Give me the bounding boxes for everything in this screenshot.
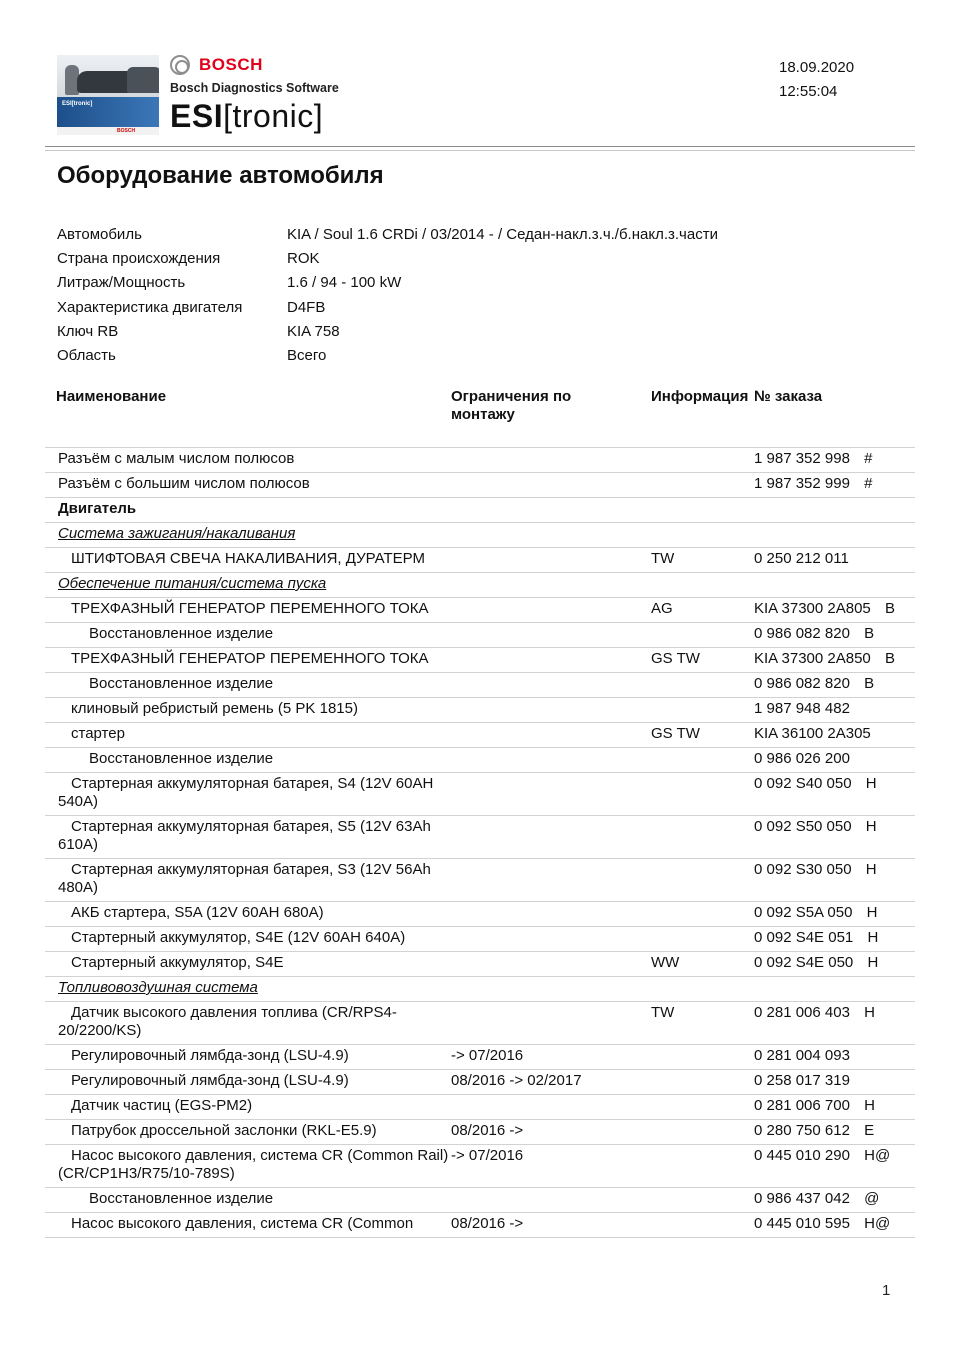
part-name: Топливовоздушная система xyxy=(58,979,258,996)
info-value: ROK xyxy=(287,250,320,268)
part-order-mark: H@ xyxy=(864,1215,891,1232)
part-order-number: 0 092 S50 050 xyxy=(754,818,852,835)
part-order-cell xyxy=(754,600,895,618)
info-key: Ключ RB xyxy=(57,322,119,340)
column-header-info: Информация xyxy=(651,388,749,405)
page-number: 1 xyxy=(882,1282,891,1299)
esitronic-product-image: ESI[tronic] BOSCH xyxy=(57,55,159,135)
table-row xyxy=(45,1094,915,1119)
part-info: AG xyxy=(651,600,673,617)
part-info: GS TW xyxy=(651,650,700,667)
vehicle-info xyxy=(57,226,917,371)
report-header xyxy=(0,0,960,150)
part-order-cell xyxy=(754,861,877,879)
part-name: Стартерная аккумуляторная батарея, S3 (12V 56Ah 480A) xyxy=(58,861,431,896)
part-order-mark: H xyxy=(865,861,877,878)
part-order-cell xyxy=(754,550,859,568)
info-row xyxy=(57,347,917,371)
info-key: Литраж/Мощность xyxy=(57,274,186,292)
bosch-logo-text: BOSCH xyxy=(199,55,263,74)
part-order-number: 0 258 017 319 xyxy=(754,1072,850,1089)
part-order-number: 0 986 082 820 xyxy=(754,675,850,692)
part-order-number: 1 987 352 999 xyxy=(754,475,850,492)
part-order-mark: H xyxy=(867,929,879,946)
info-row xyxy=(57,250,917,274)
info-value: KIA / Soul 1.6 CRDi / 03/2014 - / Седан-накл.з.ч./б.накл.з.части xyxy=(287,226,718,243)
table-row xyxy=(45,622,915,647)
part-name: ТРЕХФАЗНЫЙ ГЕНЕРАТОР ПЕРЕМЕННОГО ТОКА xyxy=(71,650,429,667)
table-row xyxy=(45,697,915,722)
info-row xyxy=(57,323,917,347)
part-order-cell xyxy=(754,1097,875,1115)
part-order-mark: H xyxy=(867,954,879,971)
part-order-number: 0 445 010 290 xyxy=(754,1147,850,1164)
column-header-name: Наименование xyxy=(56,388,167,405)
table-row xyxy=(45,858,915,901)
part-info: TW xyxy=(651,1004,675,1021)
info-key: Область xyxy=(57,346,116,364)
part-restriction: 08/2016 -> 02/2017 xyxy=(451,1072,582,1089)
part-name: Регулировочный лямбда-зонд (LSU-4.9) xyxy=(71,1072,349,1089)
part-order-cell xyxy=(754,929,878,947)
part-order-cell xyxy=(754,675,874,693)
part-name: Стартерный аккумулятор, S4E xyxy=(71,954,284,971)
part-order-number: 0 986 437 042 xyxy=(754,1190,850,1207)
column-header-order: № заказа xyxy=(754,388,823,405)
part-name: Стартерный аккумулятор, S4E (12V 60AH 640A) xyxy=(71,929,406,946)
part-order-mark: H xyxy=(865,775,877,792)
part-name: клиновый ребристый ремень (5 PK 1815) xyxy=(71,700,358,717)
info-row xyxy=(57,299,917,323)
part-info: WW xyxy=(651,954,680,971)
part-order-cell xyxy=(754,1122,874,1140)
bosch-armature-icon xyxy=(170,55,190,75)
part-name: Стартерная аккумуляторная батарея, S4 (12V 60AH 540A) xyxy=(58,775,434,810)
table-row xyxy=(45,1001,915,1044)
part-order-number: KIA 36100 2A305 xyxy=(754,725,871,742)
part-order-cell xyxy=(754,450,872,468)
info-row xyxy=(57,274,917,298)
part-order-number: KIA 37300 2A850 xyxy=(754,650,871,667)
column-header-restrictions: Ограничения по монтажу xyxy=(451,388,572,423)
part-order-number: 0 250 212 011 xyxy=(754,550,849,567)
product-name-bold: ESI xyxy=(170,98,224,134)
part-order-cell xyxy=(754,979,764,997)
parts-table xyxy=(45,447,915,1238)
part-name: Обеспечение питания/система пуска xyxy=(58,575,327,592)
part-order-mark: B xyxy=(864,625,875,642)
table-row xyxy=(45,1119,915,1144)
part-order-cell xyxy=(754,700,860,718)
info-value: 1.6 / 94 - 100 kW xyxy=(287,274,402,292)
part-order-cell xyxy=(754,525,764,543)
header-divider-secondary xyxy=(45,150,915,151)
part-order-cell xyxy=(754,575,764,593)
table-row xyxy=(45,597,915,622)
part-order-number: 0 986 026 200 xyxy=(754,750,850,767)
part-order-number: 0 986 082 820 xyxy=(754,625,850,642)
software-name: Bosch Diagnostics Software xyxy=(170,81,339,95)
part-order-mark: H xyxy=(864,1004,875,1021)
part-order-cell xyxy=(754,1072,860,1090)
part-restriction: 08/2016 -> xyxy=(451,1215,524,1232)
table-section-row xyxy=(45,497,915,522)
part-order-cell xyxy=(754,775,877,793)
table-row xyxy=(45,722,915,747)
part-name: Стартерная аккумуляторная батарея, S5 (12V 63Ah 610A) xyxy=(58,818,431,853)
part-order-number: 0 281 006 700 xyxy=(754,1097,850,1114)
part-order-number: 1 987 948 482 xyxy=(754,700,850,717)
table-row xyxy=(45,951,915,976)
part-name: Двигатель xyxy=(58,500,137,517)
part-order-cell xyxy=(754,725,881,743)
info-key: Характеристика двигателя xyxy=(57,298,243,316)
info-value: Всего xyxy=(287,346,327,364)
report-date: 18.09.2020 xyxy=(779,59,855,76)
table-row xyxy=(45,901,915,926)
part-order-mark: H@ xyxy=(864,1147,891,1164)
part-order-cell xyxy=(754,650,895,668)
part-order-mark: @ xyxy=(864,1190,880,1207)
part-name: Патрубок дроссельной заслонки (RKL-E5.9) xyxy=(71,1122,377,1139)
part-restriction: -> 07/2016 xyxy=(451,1147,524,1164)
part-order-mark: E xyxy=(864,1122,875,1139)
part-restriction: -> 07/2016 xyxy=(451,1047,524,1064)
table-row xyxy=(45,647,915,672)
part-order-cell xyxy=(754,954,878,972)
info-key: Автомобиль xyxy=(57,226,142,243)
product-name xyxy=(170,98,323,135)
part-order-cell xyxy=(754,500,764,518)
info-value: KIA 758 xyxy=(287,322,340,340)
header-divider xyxy=(45,146,915,147)
table-row xyxy=(45,547,915,572)
part-name: Насос высокого давления, система CR (Common xyxy=(71,1215,414,1232)
product-name-rest: [tronic] xyxy=(223,98,324,134)
info-key: Страна происхождения xyxy=(57,250,221,268)
table-row xyxy=(45,1187,915,1212)
part-name: Восстановленное изделие xyxy=(89,1190,274,1207)
part-name: Регулировочный лямбда-зонд (LSU-4.9) xyxy=(71,1047,349,1064)
part-order-number: KIA 37300 2A805 xyxy=(754,600,871,617)
part-name: Разъём с малым числом полюсов xyxy=(58,450,295,467)
part-order-number: 0 092 S4E 051 xyxy=(754,929,854,946)
table-row xyxy=(45,772,915,815)
part-name: Восстановленное изделие xyxy=(89,675,274,692)
part-info: TW xyxy=(651,550,675,567)
part-order-mark: # xyxy=(864,475,873,492)
part-order-cell xyxy=(754,818,877,836)
part-order-cell xyxy=(754,1004,875,1022)
part-order-cell xyxy=(754,750,860,768)
table-group-row xyxy=(45,976,915,1001)
part-order-mark: B xyxy=(884,600,895,617)
part-order-cell xyxy=(754,475,872,493)
part-name: Разъём с большим числом полюсов xyxy=(58,475,310,492)
part-name: Восстановленное изделие xyxy=(89,625,274,642)
part-name: Восстановленное изделие xyxy=(89,750,274,767)
part-order-mark: # xyxy=(864,450,873,467)
part-name: АКБ стартера, S5A (12V 60AH 680A) xyxy=(71,904,324,921)
table-row xyxy=(45,747,915,772)
part-order-cell xyxy=(754,1215,890,1233)
table-row xyxy=(45,1044,915,1069)
part-order-number: 0 092 S4E 050 xyxy=(754,954,854,971)
part-order-number: 0 281 004 093 xyxy=(754,1047,850,1064)
report-time: 12:55:04 xyxy=(779,83,838,100)
table-group-row xyxy=(45,572,915,597)
part-order-mark: H xyxy=(866,904,878,921)
part-name: Датчик частиц (EGS-PM2) xyxy=(71,1097,253,1114)
part-name: стартер xyxy=(71,725,125,742)
part-order-mark: H xyxy=(864,1097,875,1114)
part-order-number: 0 280 750 612 xyxy=(754,1122,850,1139)
info-value: D4FB xyxy=(287,298,326,316)
part-order-cell xyxy=(754,904,877,922)
table-group-row xyxy=(45,522,915,547)
part-name: ТРЕХФАЗНЫЙ ГЕНЕРАТОР ПЕРЕМЕННОГО ТОКА xyxy=(71,600,429,617)
table-row xyxy=(45,1069,915,1094)
part-order-cell xyxy=(754,625,874,643)
part-order-number: 0 092 S40 050 xyxy=(754,775,852,792)
part-order-mark: B xyxy=(884,650,895,667)
part-order-number: 0 092 S30 050 xyxy=(754,861,852,878)
table-header xyxy=(45,388,915,448)
part-info: GS TW xyxy=(651,725,700,742)
table-row xyxy=(45,472,915,497)
part-order-number: 0 281 006 403 xyxy=(754,1004,850,1021)
part-order-number: 0 445 010 595 xyxy=(754,1215,850,1232)
part-order-mark: B xyxy=(864,675,875,692)
part-order-cell xyxy=(754,1190,879,1208)
part-restriction: 08/2016 -> xyxy=(451,1122,524,1139)
table-row xyxy=(45,1212,915,1238)
part-name: ШТИФТОВАЯ СВЕЧА НАКАЛИВАНИЯ, ДУРАТЕРМ xyxy=(71,550,425,567)
page-title: Оборудование автомобиля xyxy=(57,162,384,189)
part-name: Датчик высокого давления топлива (CR/RPS4-20/2200/KS) xyxy=(58,1004,397,1039)
info-row xyxy=(57,226,917,250)
table-row xyxy=(45,1144,915,1187)
part-order-number: 1 987 352 998 xyxy=(754,450,850,467)
part-order-number: 0 092 S5A 050 xyxy=(754,904,853,921)
part-name: Система зажигания/накаливания xyxy=(58,525,296,542)
part-order-cell xyxy=(754,1147,890,1165)
table-row xyxy=(45,926,915,951)
part-name: Насос высокого давления, система CR (Common Rail) (CR/CP1H3/R75/10-789S) xyxy=(58,1147,449,1182)
part-order-cell xyxy=(754,1047,860,1065)
table-row xyxy=(45,815,915,858)
table-row xyxy=(45,447,915,472)
table-row xyxy=(45,672,915,697)
part-order-mark: H xyxy=(865,818,877,835)
